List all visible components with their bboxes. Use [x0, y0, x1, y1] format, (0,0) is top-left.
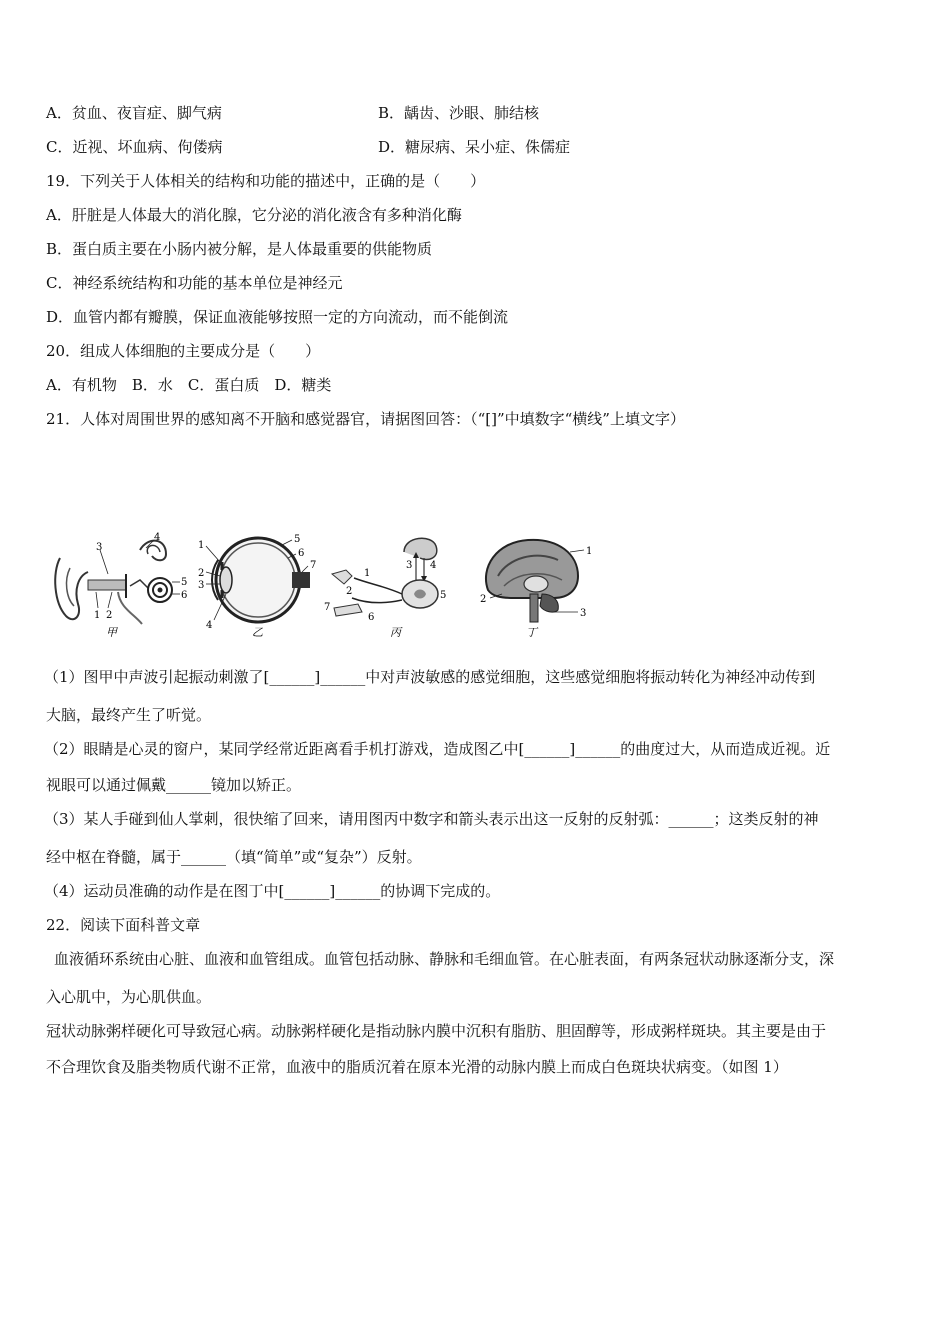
- yi-label-2: 2: [198, 568, 205, 579]
- bing-label-1: 1: [364, 568, 371, 579]
- jia-caption: 甲: [106, 626, 117, 638]
- yi-label-1: 1: [198, 540, 205, 551]
- jia-label-2: 2: [106, 610, 113, 621]
- ding-label-2: 2: [480, 594, 487, 605]
- q22-para2-line2: 不合理饮食及脂类物质代谢不正常，血液中的脂质沉着在原本光滑的动脉内膜上而成白色斑块状病变。（如图 1）: [46, 1058, 788, 1076]
- q19-option-a: A．肝脏是人体最大的消化腺，它分泌的消化液含有多种消化酶: [46, 206, 462, 224]
- bing-label-6: 6: [368, 612, 375, 623]
- bing-label-7: 7: [324, 602, 331, 613]
- figure-jia-ear: [48, 528, 188, 646]
- q19-option-b: B．蛋白质主要在小肠内被分解，是人体最重要的供能物质: [46, 240, 433, 258]
- q18-option-c: C．近视、坏血病、佝偻病: [46, 138, 223, 156]
- yi-label-3: 3: [198, 580, 205, 591]
- ear-diagram: [48, 528, 188, 638]
- jia-label-1: 1: [94, 610, 101, 621]
- q21-part2-line1: （2）眼睛是心灵的窗户，某同学经常近距离看手机打游戏，造成图乙中[______]______的曲度过大，从而造成近视。近: [44, 740, 831, 758]
- figure-bing-reflex-arc: [324, 528, 470, 646]
- reflex-arc-diagram: [324, 528, 470, 638]
- jia-label-5: 5: [181, 577, 188, 588]
- jia-label-6: 6: [181, 590, 188, 601]
- ding-caption: 丁: [526, 626, 537, 638]
- q22-stem: 22．阅读下面科普文章: [46, 916, 201, 934]
- yi-caption: 乙: [252, 626, 263, 638]
- bing-label-4: 4: [430, 560, 437, 571]
- q19-option-c: C．神经系统结构和功能的基本单位是神经元: [46, 274, 343, 292]
- yi-label-5: 5: [294, 534, 301, 545]
- bing-caption: 丙: [390, 626, 401, 638]
- jia-label-3: 3: [96, 542, 103, 553]
- figure-ding-brain: [474, 528, 598, 646]
- yi-label-6: 6: [298, 548, 305, 559]
- q18-option-b: B．龋齿、沙眼、肺结核: [378, 104, 540, 122]
- q22-para1-line2: 入心肌中，为心肌供血。: [46, 988, 212, 1006]
- ding-label-3: 3: [580, 608, 587, 619]
- q21-part2-line2: 视眼可以通过佩戴______镜加以矫正。: [46, 776, 302, 794]
- brain-diagram: [474, 528, 598, 638]
- q18-option-a: A．贫血、夜盲症、脚气病: [46, 104, 222, 122]
- q21-part3-line1: （3）某人手碰到仙人掌刺，很快缩了回来，请用图丙中数字和箭头表示出这一反射的反射弧：______；这类反射的神: [44, 810, 819, 828]
- bing-label-5: 5: [440, 590, 447, 601]
- q20-stem: 20．组成人体细胞的主要成分是（ ）: [46, 342, 321, 360]
- ding-label-1: 1: [586, 546, 593, 557]
- q21-part1-line1: （1）图甲中声波引起振动刺激了[______]______中对声波敏感的感觉细胞，这些感觉细胞将振动转化为神经冲动传到: [44, 668, 816, 686]
- figure-yi-eye: [192, 528, 322, 646]
- q21-figures: [40, 528, 600, 646]
- q20-options: A．有机物 B．水 C．蛋白质 D．糖类: [46, 376, 332, 394]
- q21-part4-line1: （4）运动员准确的动作是在图丁中[______]______的协调下完成的。: [44, 882, 501, 900]
- q21-part1-line2: 大脑，最终产生了听觉。: [46, 706, 212, 724]
- q22-para2-line1: 冠状动脉粥样硬化可导致冠心病。动脉粥样硬化是指动脉内膜中沉积有脂肪、胆固醇等，形成粥样斑块。其主要是由于: [46, 1022, 827, 1040]
- eye-diagram: [192, 528, 322, 638]
- q21-part3-line2: 经中枢在脊髓，属于______（填“简单”或“复杂”）反射。: [46, 848, 422, 866]
- yi-label-7: 7: [310, 560, 317, 571]
- q18-option-d: D．糖尿病、呆小症、侏儒症: [378, 138, 571, 156]
- yi-label-4: 4: [206, 620, 213, 631]
- jia-label-4: 4: [154, 532, 161, 543]
- q21-stem: 21．人体对周围世界的感知离不开脑和感觉器官，请据图回答：（“[]”中填数字“横线”上填文字）: [46, 410, 685, 428]
- q22-para1-line1: 血液循环系统由心脏、血液和血管组成。血管包括动脉、静脉和毛细血管。在心脏表面，有两条冠状动脉逐渐分支，深: [54, 950, 835, 968]
- q19-stem: 19．下列关于人体相关的结构和功能的描述中，正确的是（ ）: [46, 172, 486, 190]
- bing-label-2: 2: [346, 586, 353, 597]
- bing-label-3: 3: [406, 560, 413, 571]
- q19-option-d: D．血管内都有瓣膜，保证血液能够按照一定的方向流动，而不能倒流: [46, 308, 509, 326]
